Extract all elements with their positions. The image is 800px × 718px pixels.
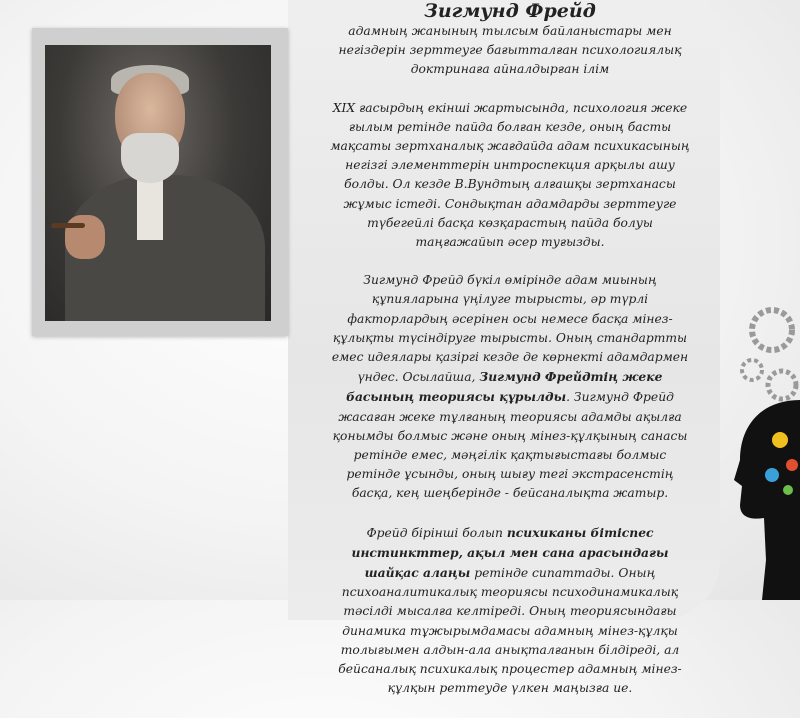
slide-title: Зигмунд Фрейд: [424, 0, 596, 22]
bold-text: Зигмунд Фрейдтің жеке басының теориясы құрылды: [346, 369, 663, 405]
text: . Зигмунд Фрейд жасаған жеке тұлғаның теориясы адамды ақылға қонымды болмыс және оның мінез-құлқының санасы ретінде емес, мәңгілік қақтығыстағы болмыс ретінде ұсынды, оның шығу тегі экстрасенстің басқа, кең шеңберінде - бейсаналықта жатыр.: [332, 390, 688, 501]
slide-content: [330, 0, 690, 718]
text: Фрейд бірінші болып: [366, 525, 507, 540]
paragraph-3: [330, 271, 690, 503]
paragraph-1: [330, 22, 690, 80]
text: ретінде сипаттады. Оның психоаналитикалық теориясы психодинамикалық тәсілді мысалға келтіреді. Оның теориясындағы динамика тұжырымдамасы адамның мінез-құлқы толығымен алдын-ала анықталғанын білдіреді, ал бейсаналық психикалық процестер адамның мінез-құлқын реттеуде үлкен маңызға ие.: [338, 566, 682, 696]
text: XIX ғасырдың екінші жартысында, психология жеке ғылым ретінде пайда болған кезде, оның басты мақсаты зертханалық жағдайда адам психикасының негізгі элементтерін интроспекция арқылы ашу болды. Ол кезде В.Вундтың алғашқы зертханасы жұмыс істеді. Сондықтан адамдарды зерттеуге түбегейлі басқа көзқарастың пайда болуы таңғажайып әсер туғызды.: [330, 100, 690, 250]
portrait-photo: [45, 45, 271, 321]
paragraph-4: [330, 523, 690, 699]
paragraph-2: [330, 99, 690, 253]
head-gears-icon: [722, 290, 800, 600]
bold-text: психиканы бітіспес инстинкттер, ақыл мен сана арасындағы шайқас алаңы: [351, 524, 669, 581]
paragraphs: [330, 22, 690, 699]
text: адамның жанының тылсым байланыстары мен негіздерін зерттеуге бағытталған психологиялық доктринаға айналдырған ілім: [338, 24, 682, 77]
text: Зигмунд Фрейд бүкіл өмірінде адам миының құпияларына үңілуге тырысты, әр түрлі факторлардың әсерінен осы немесе басқа мінез-құлықты түсіндіруге тырысты. Оның стандартты емес идеялары қазіргі кезде де көрнекті адамдармен үндес. Осылайша,: [331, 273, 689, 385]
